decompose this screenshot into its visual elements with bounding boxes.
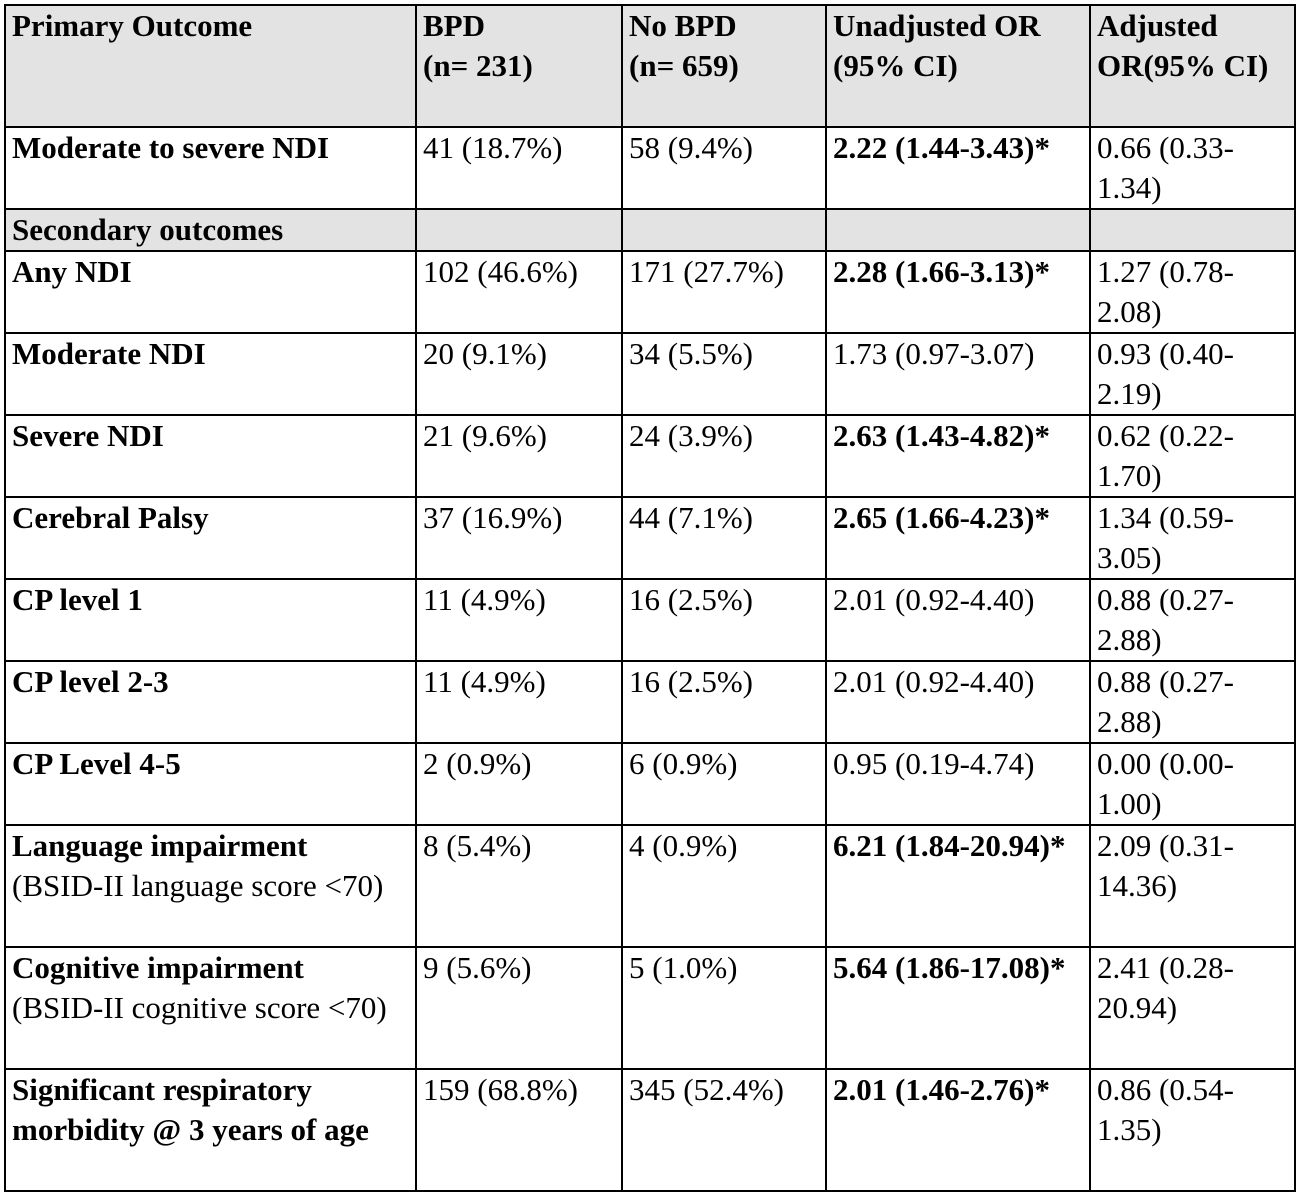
adjusted-or-cell: 0.88 (0.27-2.88): [1090, 579, 1295, 661]
bpd-cell: 102 (46.6%): [416, 251, 622, 333]
no-bpd-cell: 34 (5.5%): [622, 333, 826, 415]
unadjusted-or-cell: 2.01 (0.92-4.40): [826, 579, 1090, 661]
no-bpd-cell: 171 (27.7%): [622, 251, 826, 333]
table-row: [5, 333, 1295, 415]
header-row: [5, 5, 1295, 127]
unadjusted-or-cell: 0.95 (0.19-4.74): [826, 743, 1090, 825]
outcome-cell: Moderate NDI: [5, 333, 416, 415]
table-row: [5, 579, 1295, 661]
header-no-bpd: No BPD (n= 659): [622, 5, 826, 127]
table-row: [5, 743, 1295, 825]
table-row: [5, 251, 1295, 333]
header-primary-outcome: Primary Outcome: [5, 5, 416, 127]
table-row: [5, 497, 1295, 579]
no-bpd-cell: 5 (1.0%): [622, 947, 826, 1069]
outcome-cell: Significant respiratory morbidity @ 3 years of age: [5, 1069, 416, 1191]
no-bpd-cell: 24 (3.9%): [622, 415, 826, 497]
no-bpd-cell: 16 (2.5%): [622, 579, 826, 661]
section-empty-cell: [416, 209, 622, 251]
unadjusted-or-cell: 2.28 (1.66-3.13)*: [826, 251, 1090, 333]
unadjusted-or-cell: 2.01 (0.92-4.40): [826, 661, 1090, 743]
adjusted-or-cell: 2.09 (0.31-14.36): [1090, 825, 1295, 947]
table-row: [5, 947, 1295, 1069]
unadjusted-or-cell: 6.21 (1.84-20.94)*: [826, 825, 1090, 947]
outcome-label: Cognitive impairment: [12, 950, 304, 985]
outcome-sublabel: (BSID-II language score <70): [12, 868, 384, 903]
adjusted-or-cell: 1.34 (0.59-3.05): [1090, 497, 1295, 579]
adjusted-or-cell: 2.41 (0.28-20.94): [1090, 947, 1295, 1069]
section-secondary-outcomes: Secondary outcomes: [5, 209, 416, 251]
outcome-cell: Any NDI: [5, 251, 416, 333]
header-adjusted-or: Adjusted OR(95% CI): [1090, 5, 1295, 127]
table-row: [5, 1069, 1295, 1191]
bpd-cell: 9 (5.6%): [416, 947, 622, 1069]
no-bpd-cell: 4 (0.9%): [622, 825, 826, 947]
outcome-cell: CP level 1: [5, 579, 416, 661]
outcome-cell: Moderate to severe NDI: [5, 127, 416, 209]
no-bpd-cell: 6 (0.9%): [622, 743, 826, 825]
outcome-cell: [5, 825, 416, 947]
table-row: [5, 661, 1295, 743]
table-row: [5, 127, 1295, 209]
outcome-label: Language impairment: [12, 828, 308, 863]
no-bpd-cell: 345 (52.4%): [622, 1069, 826, 1191]
outcome-cell: Severe NDI: [5, 415, 416, 497]
outcome-cell: Cerebral Palsy: [5, 497, 416, 579]
unadjusted-or-cell: 2.01 (1.46-2.76)*: [826, 1069, 1090, 1191]
outcome-cell: [5, 947, 416, 1069]
header-unadjusted-or: Unadjusted OR (95% CI): [826, 5, 1090, 127]
bpd-cell: 11 (4.9%): [416, 579, 622, 661]
header-bpd: BPD (n= 231): [416, 5, 622, 127]
bpd-cell: 21 (9.6%): [416, 415, 622, 497]
adjusted-or-cell: 0.66 (0.33-1.34): [1090, 127, 1295, 209]
no-bpd-cell: 44 (7.1%): [622, 497, 826, 579]
unadjusted-or-cell: 2.65 (1.66-4.23)*: [826, 497, 1090, 579]
section-row: [5, 209, 1295, 251]
adjusted-or-cell: 0.86 (0.54-1.35): [1090, 1069, 1295, 1191]
outcomes-table: [4, 4, 1296, 1192]
no-bpd-cell: 16 (2.5%): [622, 661, 826, 743]
bpd-cell: 11 (4.9%): [416, 661, 622, 743]
adjusted-or-cell: 0.88 (0.27-2.88): [1090, 661, 1295, 743]
section-empty-cell: [826, 209, 1090, 251]
outcome-cell: CP Level 4-5: [5, 743, 416, 825]
adjusted-or-cell: 0.93 (0.40-2.19): [1090, 333, 1295, 415]
no-bpd-cell: 58 (9.4%): [622, 127, 826, 209]
bpd-cell: 2 (0.9%): [416, 743, 622, 825]
table-row: [5, 825, 1295, 947]
unadjusted-or-cell: 2.22 (1.44-3.43)*: [826, 127, 1090, 209]
section-empty-cell: [622, 209, 826, 251]
table-row: [5, 415, 1295, 497]
bpd-cell: 8 (5.4%): [416, 825, 622, 947]
adjusted-or-cell: 0.00 (0.00-1.00): [1090, 743, 1295, 825]
bpd-cell: 41 (18.7%): [416, 127, 622, 209]
unadjusted-or-cell: 5.64 (1.86-17.08)*: [826, 947, 1090, 1069]
unadjusted-or-cell: 1.73 (0.97-3.07): [826, 333, 1090, 415]
outcome-sublabel: (BSID-II cognitive score <70): [12, 990, 387, 1025]
outcome-cell: CP level 2-3: [5, 661, 416, 743]
section-empty-cell: [1090, 209, 1295, 251]
bpd-cell: 20 (9.1%): [416, 333, 622, 415]
adjusted-or-cell: 0.62 (0.22-1.70): [1090, 415, 1295, 497]
unadjusted-or-cell: 2.63 (1.43-4.82)*: [826, 415, 1090, 497]
bpd-cell: 159 (68.8%): [416, 1069, 622, 1191]
adjusted-or-cell: 1.27 (0.78-2.08): [1090, 251, 1295, 333]
bpd-cell: 37 (16.9%): [416, 497, 622, 579]
